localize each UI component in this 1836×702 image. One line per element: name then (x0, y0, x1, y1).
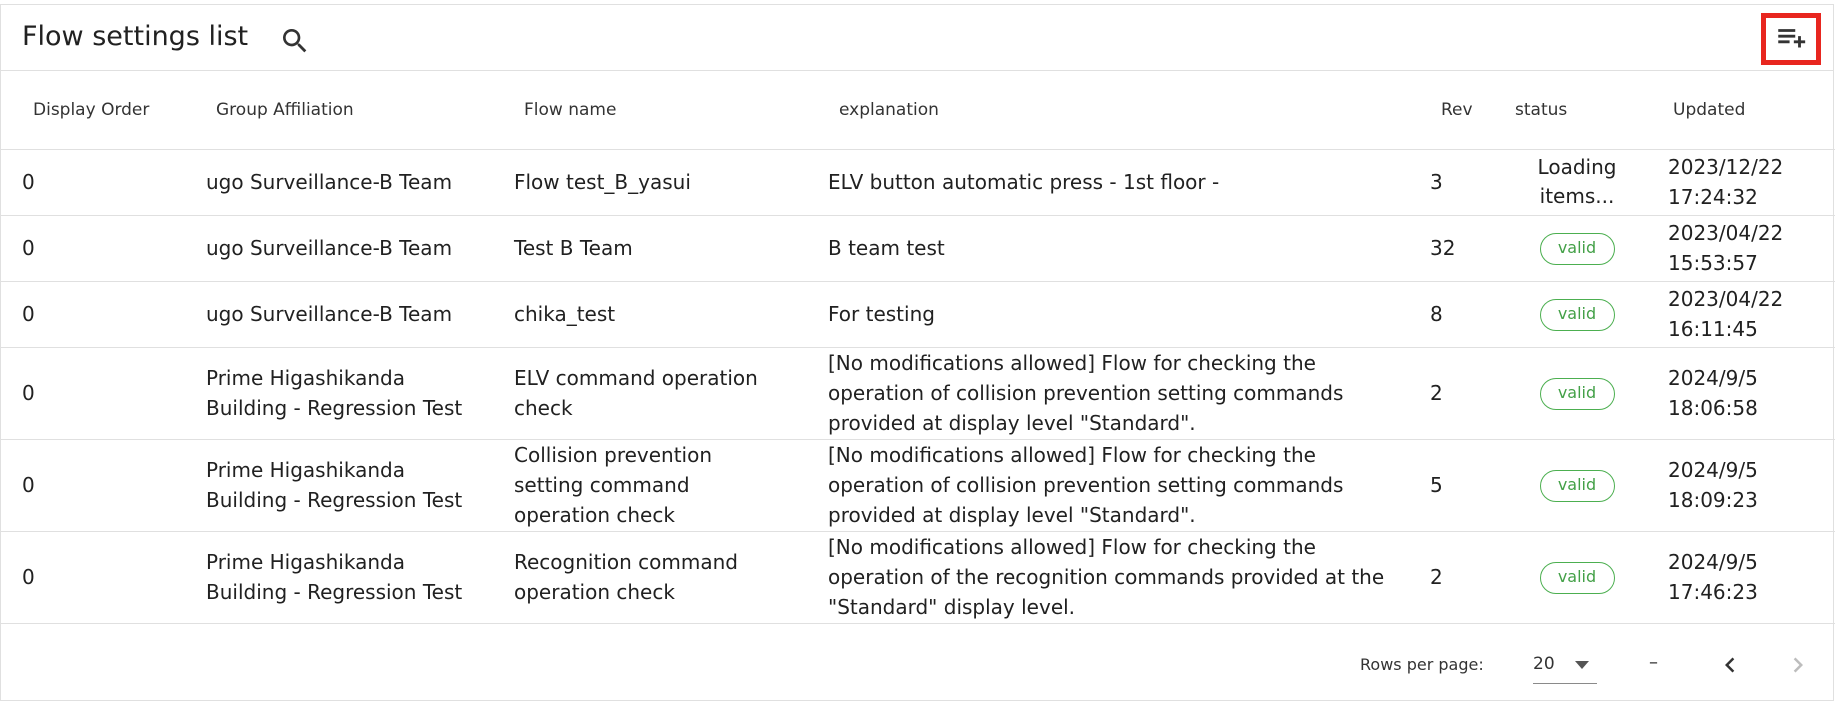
cell-status (1509, 149, 1645, 215)
page-title: Flow settings list (22, 21, 249, 52)
updated-time: 18:09:23 (1668, 488, 1758, 512)
cell-status (1509, 215, 1645, 281)
updated-time: 16:11:45 (1668, 317, 1758, 341)
rows-per-page-select[interactable] (1533, 646, 1597, 684)
updated-date: 2023/04/22 (1668, 221, 1784, 245)
cell-group: Prime Higashikanda Building - Regression Test (184, 347, 492, 439)
cell-explanation: B team test (807, 215, 1406, 281)
cell-status (1509, 347, 1645, 439)
cell-order: 0 (1, 347, 184, 439)
cell-updated (1645, 149, 1835, 215)
updated-date: 2024/9/5 (1668, 458, 1758, 482)
chevron-left-icon (1715, 648, 1745, 682)
table-row[interactable] (1, 281, 1835, 347)
caret-down-icon (1573, 658, 1591, 672)
table-pagination (1, 628, 1833, 702)
column-header-group[interactable]: Group Affiliation (184, 71, 492, 149)
cell-rev: 32 (1406, 215, 1509, 281)
chevron-right-icon (1783, 648, 1813, 682)
updated-time: 15:53:57 (1668, 251, 1758, 275)
column-header-status[interactable]: status (1509, 71, 1645, 149)
table-row[interactable] (1, 531, 1835, 623)
status-badge: valid (1540, 470, 1615, 502)
cell-rev: 8 (1406, 281, 1509, 347)
previous-page-button[interactable] (1715, 648, 1745, 682)
cell-updated (1645, 281, 1835, 347)
table-row[interactable] (1, 215, 1835, 281)
updated-time: 17:46:23 (1668, 580, 1758, 604)
table-row[interactable] (1, 149, 1835, 215)
cell-flow-name: Recognition command operation check (492, 531, 807, 623)
cell-rev: 5 (1406, 439, 1509, 531)
cell-updated (1645, 347, 1835, 439)
cell-rev: 2 (1406, 531, 1509, 623)
updated-date: 2023/04/22 (1668, 287, 1784, 311)
cell-group: ugo Surveillance-B Team (184, 215, 492, 281)
cell-order: 0 (1, 215, 184, 281)
cell-updated (1645, 531, 1835, 623)
column-header-updated[interactable]: Updated (1645, 71, 1835, 149)
page-range-text: – (1649, 652, 1658, 673)
cell-group: Prime Higashikanda Building - Regression Test (184, 531, 492, 623)
cell-explanation: [No modifications allowed] Flow for checking the operation of collision prevention setting commands provided at display level "Standard". (807, 347, 1406, 439)
cell-flow-name: chika_test (492, 281, 807, 347)
cell-group: ugo Surveillance-B Team (184, 281, 492, 347)
cell-status (1509, 281, 1645, 347)
status-badge: valid (1540, 299, 1615, 331)
cell-rev: 2 (1406, 347, 1509, 439)
status-loading-text: Loading items... (1537, 155, 1617, 208)
cell-order: 0 (1, 531, 184, 623)
playlist-add-icon (1774, 22, 1808, 56)
cell-order: 0 (1, 149, 184, 215)
next-page-button[interactable] (1783, 648, 1813, 682)
cell-group: Prime Higashikanda Building - Regression Test (184, 439, 492, 531)
cell-group: ugo Surveillance-B Team (184, 149, 492, 215)
cell-explanation: [No modifications allowed] Flow for checking the operation of collision prevention setting commands provided at display level "Standard". (807, 439, 1406, 531)
search-icon (279, 25, 311, 57)
status-badge: valid (1540, 378, 1615, 410)
flow-settings-panel (0, 4, 1834, 701)
cell-status (1509, 439, 1645, 531)
cell-updated (1645, 439, 1835, 531)
toolbar (1, 5, 1833, 71)
cell-explanation: [No modifications allowed] Flow for checking the operation of the recognition commands provided at the "Standard" display level. (807, 531, 1406, 623)
rows-per-page-label: Rows per page: (1360, 655, 1484, 674)
cell-flow-name: Flow test_B_yasui (492, 149, 807, 215)
cell-updated (1645, 215, 1835, 281)
cell-explanation: For testing (807, 281, 1406, 347)
add-flow-button[interactable] (1761, 13, 1821, 65)
updated-time: 17:24:32 (1668, 185, 1758, 209)
column-header-explanation[interactable]: explanation (807, 71, 1406, 149)
cell-explanation: ELV button automatic press - 1st floor - (807, 149, 1406, 215)
status-badge: valid (1540, 233, 1615, 265)
search-button[interactable] (279, 25, 311, 57)
updated-date: 2023/12/22 (1668, 155, 1784, 179)
cell-rev: 3 (1406, 149, 1509, 215)
cell-flow-name: Test B Team (492, 215, 807, 281)
table-row[interactable] (1, 347, 1835, 439)
flow-table (1, 71, 1835, 624)
table-row[interactable] (1, 439, 1835, 531)
updated-time: 18:06:58 (1668, 396, 1758, 420)
updated-date: 2024/9/5 (1668, 550, 1758, 574)
updated-date: 2024/9/5 (1668, 366, 1758, 390)
column-header-rev[interactable]: Rev (1406, 71, 1509, 149)
cell-status (1509, 531, 1645, 623)
cell-flow-name: Collision prevention setting command operation check (492, 439, 807, 531)
column-header-flow[interactable]: Flow name (492, 71, 807, 149)
status-badge: valid (1540, 562, 1615, 594)
table-header-row (1, 71, 1835, 149)
rows-per-page-value: 20 (1533, 654, 1555, 674)
column-header-order[interactable]: Display Order (1, 71, 184, 149)
cell-order: 0 (1, 281, 184, 347)
cell-order: 0 (1, 439, 184, 531)
cell-flow-name: ELV command operation check (492, 347, 807, 439)
